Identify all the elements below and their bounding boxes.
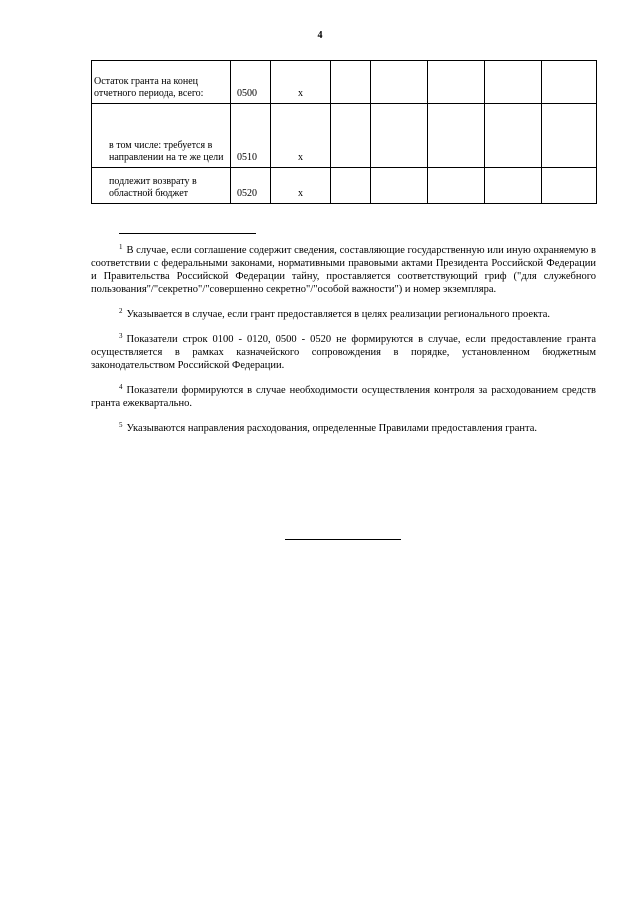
empty-cell xyxy=(542,168,597,204)
empty-cell xyxy=(331,61,371,104)
empty-cell xyxy=(542,61,597,104)
row-code: 0510 xyxy=(231,104,271,168)
row-code: 0520 xyxy=(231,168,271,204)
grant-balance-table xyxy=(91,60,597,204)
footnote-text: В случае, если соглашение содержит сведения, составляющие государственную или иную охраняемую в соответствии с федеральными законами, нормативными правовыми актами Президента Российской Федерации и Правительства Российской Федерации тайну, проставляется соответствующий гриф ("для служебного пользования"/"секретно"/"совершенно секретно"/"особой важности") и номер экземпляра. xyxy=(91,245,596,295)
footnote-text: Указывается в случае, если грант предоставляется в целях реализации регионального проекта. xyxy=(126,309,551,320)
footnote-marker: 5 xyxy=(119,420,123,429)
footnote-text: Показатели формируются в случае необходимости осуществления контроля за расходованием средств гранта ежеквартально. xyxy=(91,385,596,409)
row-label: подлежит возврату в областной бюджет xyxy=(92,168,231,204)
empty-cell xyxy=(331,168,371,204)
empty-cell xyxy=(428,104,485,168)
empty-cell xyxy=(485,168,542,204)
footnote-marker: 4 xyxy=(119,382,123,391)
empty-cell xyxy=(542,104,597,168)
row-mark: x xyxy=(271,168,331,204)
footnote-1 xyxy=(91,244,596,296)
empty-cell xyxy=(371,104,428,168)
document-end-line xyxy=(285,539,401,540)
page-number: 4 xyxy=(317,30,323,41)
footnote-4 xyxy=(91,384,596,410)
row-label: в том числе: требуется в направлении на те же цели xyxy=(92,104,231,168)
empty-cell xyxy=(371,61,428,104)
table-row xyxy=(92,104,597,168)
empty-cell xyxy=(331,104,371,168)
footnote-marker: 2 xyxy=(119,306,123,315)
empty-cell xyxy=(485,61,542,104)
footnote-5 xyxy=(91,422,596,435)
footnote-text: Показатели строк 0100 - 0120, 0500 - 0520 не формируются в случае, если предоставление гранта осуществляется в рамках казначейского сопровождения в порядке, установленном бюджетным законодательством Российской Федерации. xyxy=(91,334,596,371)
footnote-text: Указываются направления расходования, определенные Правилами предоставления гранта. xyxy=(126,423,538,434)
empty-cell xyxy=(428,168,485,204)
table-row xyxy=(92,61,597,104)
footnote-marker: 1 xyxy=(119,242,123,251)
footnotes xyxy=(91,244,596,447)
row-mark: x xyxy=(271,61,331,104)
empty-cell xyxy=(485,104,542,168)
footnote-separator xyxy=(119,233,256,234)
empty-cell xyxy=(428,61,485,104)
row-label: Остаток гранта на конец отчетного периода, всего: xyxy=(92,61,231,104)
empty-cell xyxy=(371,168,428,204)
row-code: 0500 xyxy=(231,61,271,104)
footnote-2 xyxy=(91,308,596,321)
row-mark: x xyxy=(271,104,331,168)
footnote-marker: 3 xyxy=(119,331,123,340)
table-row xyxy=(92,168,597,204)
footnote-3 xyxy=(91,333,596,372)
